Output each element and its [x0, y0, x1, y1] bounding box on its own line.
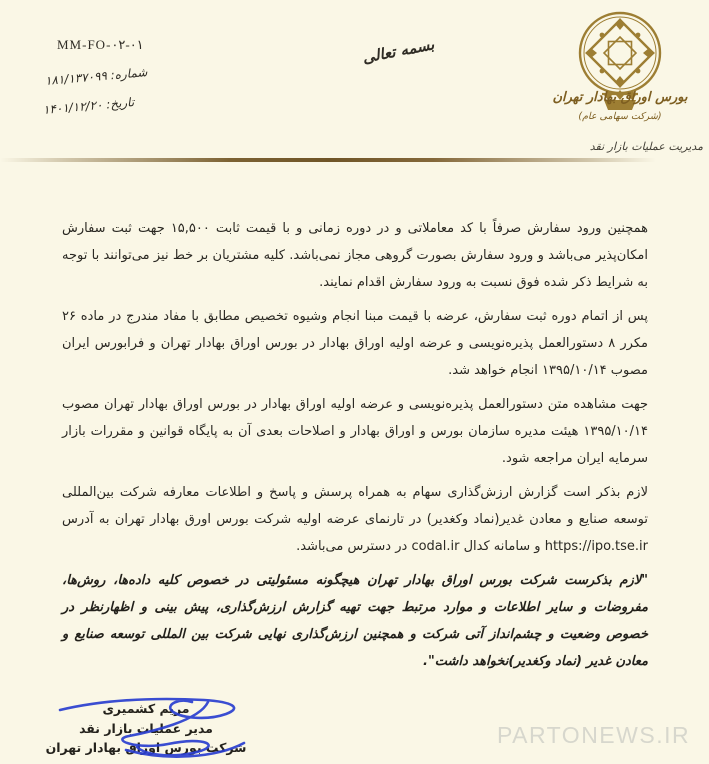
letter-date-label: تاریخ:: [105, 95, 135, 112]
besmele-invocation: بسمه تعالی: [360, 35, 436, 67]
signatory-company: شرکت بورس اوراق بهادار تهران: [45, 740, 247, 755]
paragraph-disclaimer: "لازم بذکرست شرکت بورس اوراق بهادار تهران هیچگونه مسئولیتی در خصوص کلیه داده‌ها، روش‌ها، مفروضات و سایر اطلاعات و موارد مرتبط جهت تهیه گزارش ارزش‌گذاری، پیش بینی و اظهارنظر در خصوص وضعیت و چشم‌انداز آتی شرکت و همچنین ارزش‌گذاری نهایی شرکت بین المللی توسعه صنایع و معادن غدیر (نماد وکغدیر)نخواهد داشت".: [62, 573, 648, 669]
header-divider: [0, 158, 656, 162]
handwritten-signature-icon: [58, 688, 248, 764]
letter-number: [44, 65, 148, 88]
letter-date: [42, 95, 134, 117]
org-type: (شرکت سهامی عام): [578, 111, 662, 122]
letter-date-value: ۱۴۰۱/۱۲/۲۰: [42, 97, 104, 117]
department-note: مدیریت عملیات بازار نقد: [589, 140, 703, 153]
letter-number-value: ۱۸۱/۱۳۷۰۹۹: [44, 68, 108, 88]
paragraph-allocation: پس از اتمام دوره ثبت سفارش، عرضه با قیمت مبنا انجام وشیوه تخصیص مطابق با مفاد مندرج در ماده ۲۶ مکرر ۸ دستورالعمل پذیره‌نویسی و عرضه اولیه اوراق بهادار در بورس اوراق بهادار تهران و فرابورس ایران مصوب ۱۳۹۵/۱۰/۱۴ انجام خواهد شد.: [62, 309, 648, 378]
signatory-title: مدیر عملیات بازار نقد: [79, 720, 213, 736]
signatory-name: مریم کشمیری: [102, 701, 190, 716]
letter-body: [62, 215, 648, 682]
letter-number-label: شماره:: [110, 65, 148, 83]
watermark: PARTONEWS.IR: [497, 722, 691, 748]
org-name: بورس اوراق بهادار تهران: [552, 90, 688, 105]
paragraph-order-entry: همچنین ورود سفارش صرفاً با کد معاملاتی و در دوره زمانی و با قیمت ثابت ۱۵,۵۰۰ جهت ثبت سفارش امکان‌پذیر می‌باشد و ورود سفارش بصورت گروهی مجاز نمی‌باشد. کلیه مشتریان بر خط نیز می‌توانند با توجه به شرایط ذکر شده فوق نسبت به ورود سفارش اقدام نمایند.: [62, 221, 649, 290]
form-code: MM-FO-۰۲-۰۱: [57, 37, 144, 52]
paragraph-regulations: جهت مشاهده متن دستورالعمل پذیره‌نویسی و عرضه اولیه اوراق بهادار در بورس اوراق بهادار تهران مصوب ۱۳۹۵/۱۰/۱۴ هیئت مدیره سازمان بورس و اوراق بهادار و اصلاحات بعدی آن به پایگاه قوانین و مقررات بازار سرمایه ایران مراجعه شود.: [62, 397, 648, 466]
paragraph-valuation-report: لازم بذکر است گزارش ارزش‌گذاری سهام به همراه پرسش و پاسخ و اطلاعات معارفه شرکت بین‌المللی توسعه صنایع و معادن غدیر(نماد وکغدیر) در تارنمای عرضه اولیه شرکت بورس اورق بهادار تهران به آدرس https://ipo.tse.ir و سامانه کدال codal.ir در دسترس می‌باشد.: [62, 485, 648, 554]
